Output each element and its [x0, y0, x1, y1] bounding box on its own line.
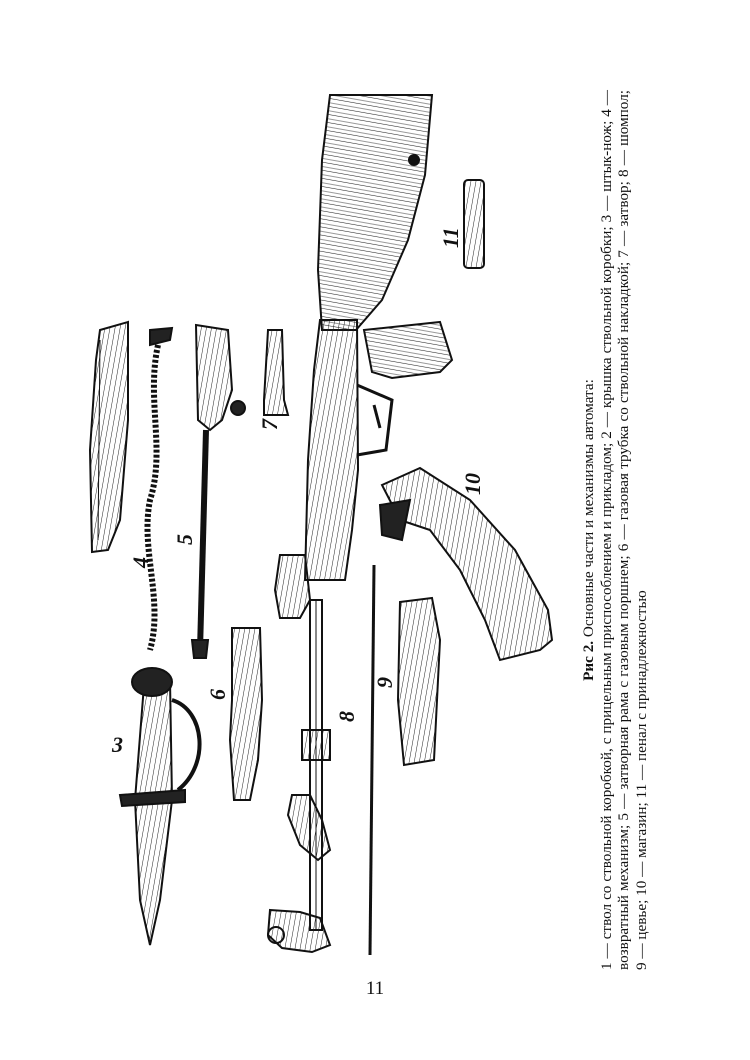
- part-label-7: 7: [257, 419, 282, 430]
- forend: [398, 598, 440, 765]
- part-label-5: 5: [172, 534, 197, 545]
- part-label-3: 3: [112, 732, 123, 757]
- figure-caption: [580, 90, 650, 970]
- receiver-cover: [90, 322, 128, 552]
- gas-tube-handguard: [230, 628, 262, 800]
- cleaning-rod: [370, 565, 374, 955]
- page-number: 11: [365, 978, 385, 999]
- part-label-6: 6: [205, 689, 230, 700]
- bolt-carrier-gas-piston: [192, 325, 245, 658]
- bolt: [264, 330, 288, 415]
- accessory-case: [464, 180, 484, 268]
- part-label-11: 11: [438, 227, 463, 248]
- bayonet: [120, 668, 200, 945]
- part-label-8: 8: [334, 711, 359, 722]
- caption-title-bold: Рис 2.: [580, 640, 597, 681]
- part-label-9: 9: [372, 677, 397, 688]
- caption-title: [580, 90, 598, 970]
- return-spring: [147, 328, 172, 650]
- caption-body: 1 — ствол со ствольной коробкой, с прицельным приспособлением и прикладом; 2 — крышка ствольной коробки; 3 — штык-нож; 4 — возвратный механизм; 5 — затворная рама с газовым поршнем; 6 — газовая трубка со ствольной накладкой; 7 — затвор; 8 — шомпол; 9 — цевье; 10 — магазин; 11 — пенал с принадлежностью: [597, 90, 650, 970]
- part-label-4: 4: [128, 557, 153, 568]
- part-label-10: 10: [460, 473, 485, 495]
- caption-title-rest: Основные части и механизмы автомата:: [580, 379, 597, 641]
